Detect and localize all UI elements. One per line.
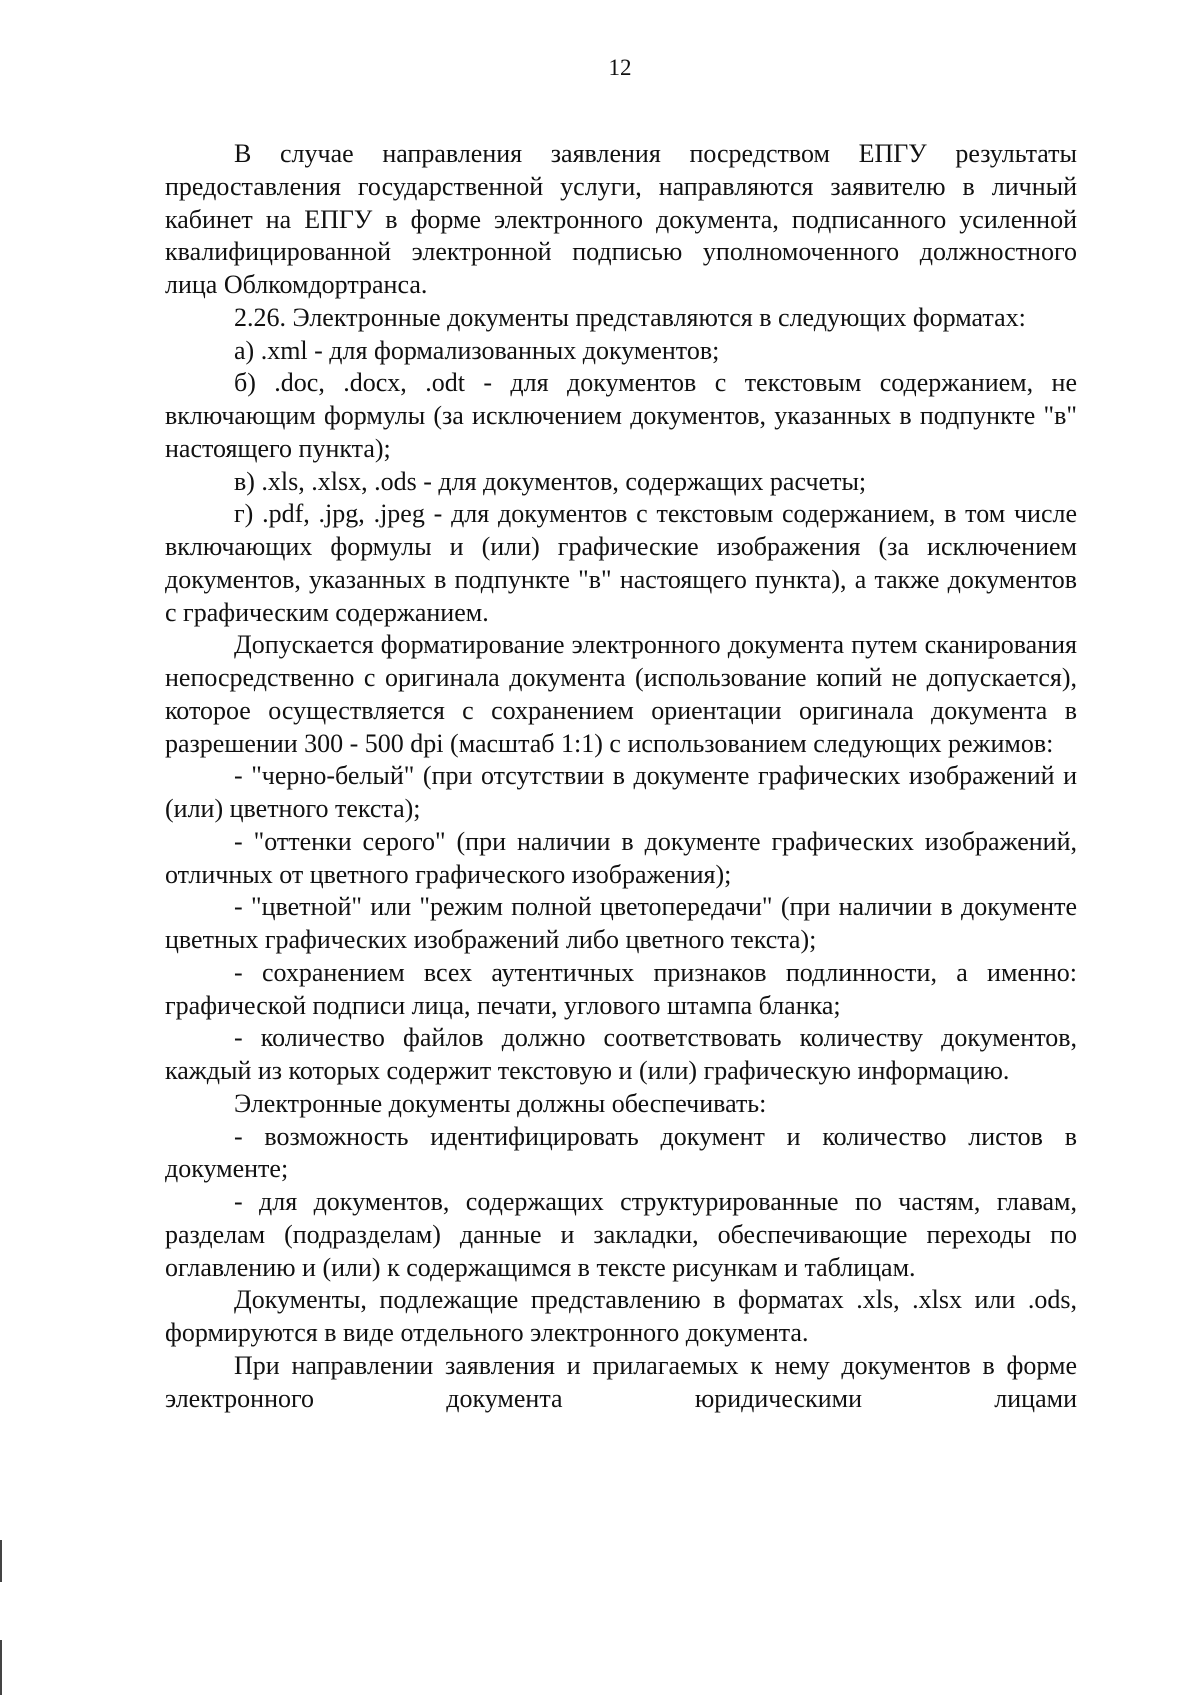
scan-edge-mark	[0, 1640, 2, 1695]
list-item-xml: а) .xml - для формализованных документов;	[234, 335, 720, 365]
list-item-structure: - для документов, содержащих структурированные по частям, главам, разделам (подразделам) данные и закладки, обеспечивающие переходы по оглавлению и (или) к содержащимся в тексте рисункам и таблицам.	[165, 1187, 1084, 1282]
scan-edge-mark	[0, 1540, 2, 1582]
paragraph-2-26-formats: 2.26. Электронные документы представляются в следующих форматах:	[234, 302, 1026, 332]
paragraph-result-delivery: В случае направления заявления посредством ЕПГУ результаты предоставления государственной услуги, направляются заявителю в личный кабинет на ЕПГУ в форме электронного документа, подписанного усиленной квалифицированной электронной подписью уполномоченного должностного лица Облкомдортранса.	[165, 139, 1084, 299]
paragraph-requirements: Электронные документы должны обеспечивать:	[234, 1088, 767, 1118]
paragraph-scanning: Допускается форматирование электронного документа путем сканирования непосредственно с оригинала документа (использование копий не допускается), которое осуществляется с сохранением ориентации оригинала документа в разрешении 300 - 500 dpi (масштаб 1:1) с использованием следующих режимов:	[165, 630, 1084, 758]
list-item-xls: в) .xls, .xlsx, .ods - для документов, содержащих расчеты;	[234, 466, 867, 496]
list-item-file-count: - количество файлов должно соответствовать количеству документов, каждый из которых содержит текстовую и (или) графическую информацию.	[165, 1023, 1084, 1085]
list-item-authenticity: - сохранением всех аутентичных признаков подлинности, а именно: графической подписи лица, печати, углового штампа бланка;	[165, 957, 1084, 1020]
list-item-doc: б) .doc, .docx, .odt - для документов с текстовым содержанием, не включающим формулы (за исключением документов, указанных в подпункте "в" настоящего пункта);	[165, 368, 1084, 463]
paragraph-spreadsheets: Документы, подлежащие представлению в форматах .xls, .xlsx или .ods, формируются в виде отдельного электронного документа.	[165, 1285, 1084, 1347]
paragraph-legal-entities: При направлении заявления и прилагаемых к нему документов в форме электронного документа юридическими лицами	[165, 1350, 1084, 1413]
list-item-grayscale: - "оттенки серого" (при наличии в документе графических изображений, отличных от цветного графического изображения);	[165, 826, 1084, 889]
document-body	[165, 138, 1084, 1415]
list-item-pdf: г) .pdf, .jpg, .jpeg - для документов с текстовым содержанием, в том числе включающих формулы и (или) графические изображения (за исключением документов, указанных в подпункте "в" настоящего пункта), а также документов с графическим содержанием.	[165, 499, 1084, 627]
list-item-black-white: - "черно-белый" (при отсутствии в документе графических изображений и (или) цветного текста);	[165, 761, 1084, 823]
page-number: 12	[608, 55, 632, 80]
list-item-identify: - возможность идентифицировать документ и количество листов в документе;	[165, 1121, 1084, 1184]
list-item-color: - "цветной" или "режим полной цветопередачи" (при наличии в документе цветных графических изображений либо цветного текста);	[165, 892, 1084, 954]
